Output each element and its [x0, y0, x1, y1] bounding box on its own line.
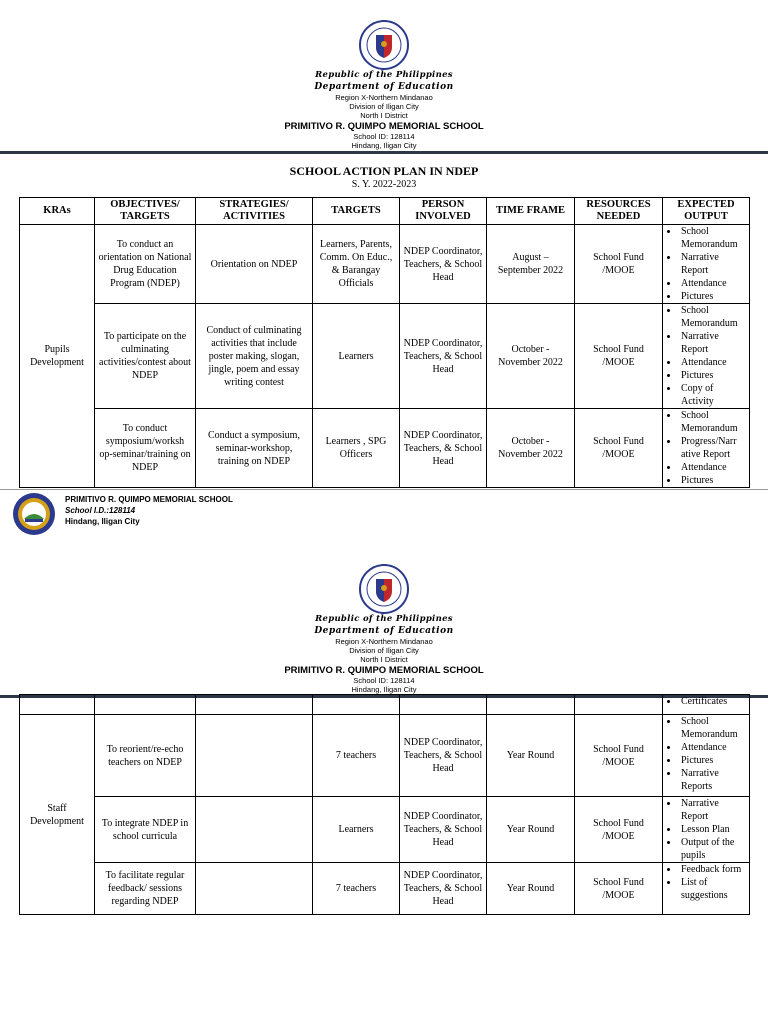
- output-item: • Progress/Narr ative Report: [679, 435, 747, 461]
- person-cell: NDEP Coordinator, Teachers, & School Head: [400, 715, 487, 797]
- header-strategies: STRATEGIES/ ACTIVITIES: [196, 198, 313, 225]
- table-row: [20, 225, 750, 304]
- empty-cell: [95, 695, 196, 715]
- output-item: • Narrative Report: [679, 330, 747, 356]
- header-objectives: OBJECTIVES/ TARGETS: [95, 198, 196, 225]
- school-location: Hindang, Iligan City: [351, 685, 417, 694]
- strategy-cell: Orientation on NDEP: [196, 225, 313, 304]
- output-item: • Narrative Report: [679, 797, 747, 823]
- strategy-cell: Conduct of culminating activities that include poster making, slogan, jingle, poem and essay writing contest: [196, 304, 313, 409]
- output-item: • School Memorandum: [679, 304, 747, 330]
- targets-cell: Learners: [313, 304, 400, 409]
- school-name: PRIMITIVO R. QUIMPO MEMORIAL SCHOOL: [284, 665, 484, 676]
- header-resources: RESOURCES NEEDED: [575, 198, 663, 225]
- action-plan-table-continued: [19, 694, 750, 915]
- table-row: [20, 797, 750, 863]
- division-line: Division of Iligan City: [349, 646, 419, 655]
- output-item: • Pictures: [679, 290, 747, 303]
- letterhead: [0, 564, 768, 694]
- region-line: Region X-Northern Mindanao: [335, 637, 433, 646]
- district-line: North I District: [360, 655, 408, 664]
- footer-location: Hindang, Iligan City: [65, 517, 140, 526]
- header-time-frame: TIME FRAME: [487, 198, 575, 225]
- output-item: • Narrative Reports: [679, 767, 747, 793]
- document-title: SCHOOL ACTION PLAN IN NDEP: [289, 164, 479, 178]
- targets-cell: Learners: [313, 797, 400, 863]
- output-item: • List of suggestions: [679, 876, 747, 902]
- header-person-involved: PERSON INVOLVED: [400, 198, 487, 225]
- table-row: [20, 409, 750, 488]
- time-cell: Year Round: [487, 797, 575, 863]
- resources-cell: School Fund /MOOE: [575, 304, 663, 409]
- school-location: Hindang, Iligan City: [351, 141, 417, 150]
- output-item: • Attendance: [679, 356, 747, 369]
- page-footer: [12, 492, 752, 536]
- person-cell: NDEP Coordinator, Teachers, & School Head: [400, 225, 487, 304]
- time-cell: August – September 2022: [487, 225, 575, 304]
- strategy-cell: [196, 797, 313, 863]
- header-targets: TARGETS: [313, 198, 400, 225]
- school-logo-icon: [12, 492, 56, 536]
- resources-cell: School Fund /MOOE: [575, 715, 663, 797]
- output-item: • Lesson Plan: [679, 823, 747, 836]
- page-2: [0, 560, 768, 1024]
- deped-seal-icon: [359, 20, 409, 70]
- school-id: School ID: 128114: [353, 132, 415, 141]
- table-row: [20, 304, 750, 409]
- output-item: • School Memorandum: [679, 225, 747, 251]
- table-header-row: [20, 198, 750, 225]
- targets-cell: 7 teachers: [313, 715, 400, 797]
- table-row: [20, 863, 750, 915]
- objective-cell: To conduct an orientation on National Drug Education Program (NDEP): [95, 225, 196, 304]
- objective-cell: To facilitate regular feedback/ sessions regarding NDEP: [95, 863, 196, 915]
- school-id: School ID: 128114: [353, 676, 415, 685]
- output-item: • Pictures: [679, 754, 747, 767]
- department-line: Department of Education: [314, 626, 454, 636]
- empty-cell: [196, 695, 313, 715]
- republic-line: Republic of the Philippines: [315, 614, 453, 624]
- header-rule: [0, 151, 768, 154]
- output-item: • Pictures: [679, 474, 747, 487]
- empty-cell: [575, 695, 663, 715]
- output-item: • Pictures: [679, 369, 747, 382]
- strategy-cell: [196, 863, 313, 915]
- output-item: • Narrative Report: [679, 251, 747, 277]
- output-cell: [663, 797, 750, 863]
- person-cell: NDEP Coordinator, Teachers, & School Head: [400, 409, 487, 488]
- footer-text: [65, 494, 233, 527]
- objective-cell: To conduct symposium/worksh op-seminar/training on NDEP: [95, 409, 196, 488]
- time-cell: Year Round: [487, 863, 575, 915]
- output-item: • Output of the pupils: [679, 836, 747, 862]
- output-item: • Feedback form: [679, 863, 747, 876]
- person-cell: NDEP Coordinator, Teachers, & School Head: [400, 797, 487, 863]
- objective-cell: To reorient/re-echo teachers on NDEP: [95, 715, 196, 797]
- output-item: • School Memorandum: [679, 409, 747, 435]
- footer-school-name: PRIMITIVO R. QUIMPO MEMORIAL SCHOOL: [65, 495, 233, 504]
- division-line: Division of Iligan City: [349, 102, 419, 111]
- resources-cell: School Fund /MOOE: [575, 797, 663, 863]
- objective-cell: To participate on the culminating activities/contest about NDEP: [95, 304, 196, 409]
- empty-cell: [20, 695, 95, 715]
- resources-cell: School Fund /MOOE: [575, 863, 663, 915]
- republic-line: Republic of the Philippines: [315, 70, 453, 80]
- targets-cell: Learners , SPG Officers: [313, 409, 400, 488]
- action-plan-table: [19, 197, 750, 488]
- deped-seal-icon: [359, 564, 409, 614]
- targets-cell: Learners, Parents, Comm. On Educ., & Barangay Officials: [313, 225, 400, 304]
- output-cell: [663, 695, 750, 715]
- output-item: • School Memorandum: [679, 715, 747, 741]
- strategy-cell: Conduct a symposium, seminar-workshop, training on NDEP: [196, 409, 313, 488]
- person-cell: NDEP Coordinator, Teachers, & School Head: [400, 304, 487, 409]
- targets-cell: 7 teachers: [313, 863, 400, 915]
- objective-cell: To integrate NDEP in school curricula: [95, 797, 196, 863]
- resources-cell: School Fund /MOOE: [575, 225, 663, 304]
- empty-cell: [487, 695, 575, 715]
- department-line: Department of Education: [314, 82, 454, 92]
- footer-school-id: School I.D.:128114: [65, 506, 136, 515]
- table-row: [20, 695, 750, 715]
- person-cell: NDEP Coordinator, Teachers, & School Head: [400, 863, 487, 915]
- time-cell: October - November 2022: [487, 304, 575, 409]
- table-row: [20, 715, 750, 797]
- output-item: • Copy of Activity: [679, 382, 747, 408]
- output-cell: [663, 409, 750, 488]
- output-item: • Attendance: [679, 277, 747, 290]
- output-cell: [663, 304, 750, 409]
- footer-rule: [0, 489, 768, 490]
- header-kras: KRAs: [20, 198, 95, 225]
- region-line: Region X-Northern Mindanao: [335, 93, 433, 102]
- time-cell: October - November 2022: [487, 409, 575, 488]
- output-cell: [663, 225, 750, 304]
- resources-cell: School Fund /MOOE: [575, 409, 663, 488]
- school-year: S. Y. 2022-2023: [351, 179, 417, 190]
- strategy-cell: [196, 715, 313, 797]
- letterhead: [0, 20, 768, 150]
- time-cell: Year Round: [487, 715, 575, 797]
- district-line: North I District: [360, 111, 408, 120]
- empty-cell: [313, 695, 400, 715]
- kra-cell: Staff Development: [20, 715, 95, 915]
- output-item: • Attendance: [679, 461, 747, 474]
- output-cell: [663, 863, 750, 915]
- school-name: PRIMITIVO R. QUIMPO MEMORIAL SCHOOL: [284, 121, 484, 132]
- kra-cell: Pupils Development: [20, 225, 95, 488]
- header-expected-output: EXPECTED OUTPUT: [663, 198, 750, 225]
- output-cell: [663, 715, 750, 797]
- output-item: • Attendance: [679, 741, 747, 754]
- empty-cell: [400, 695, 487, 715]
- output-item: • Certificates: [679, 695, 747, 708]
